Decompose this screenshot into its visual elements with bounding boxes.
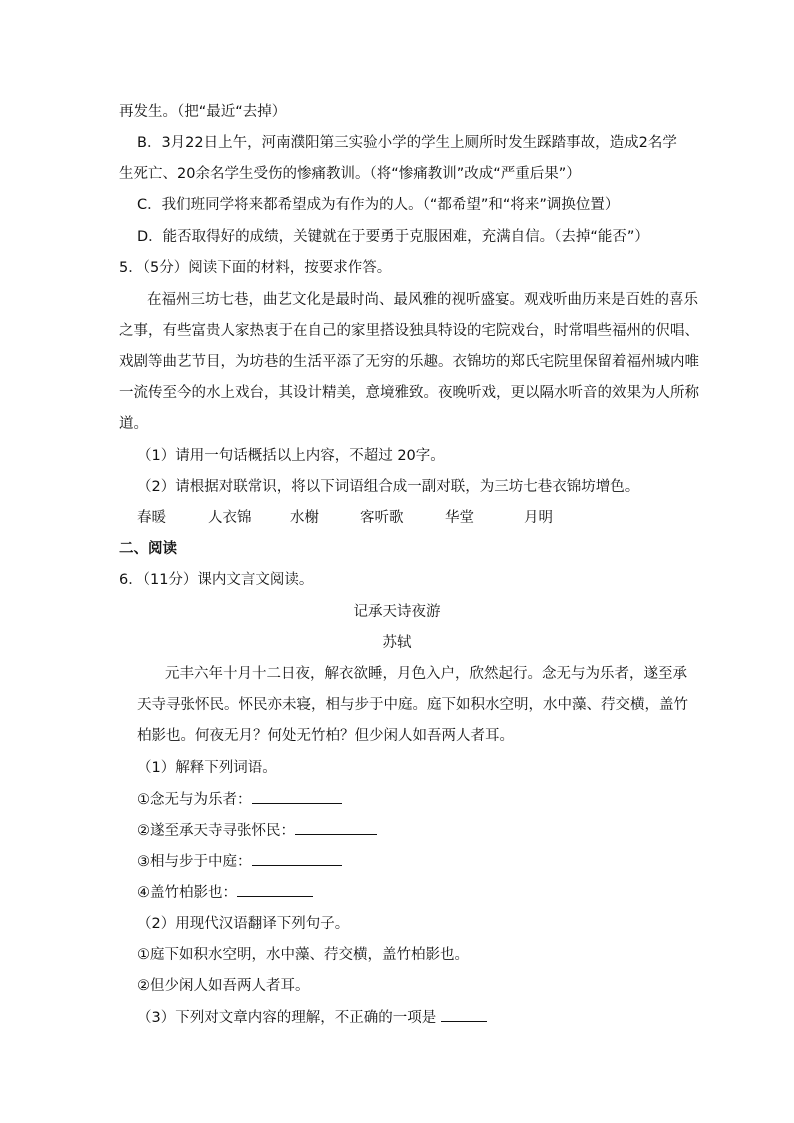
q6-item-label: ②遂至承天寺寻张怀民： (137, 823, 295, 839)
word-item: 春暖 (137, 510, 166, 526)
answer-blank[interactable] (441, 1007, 487, 1022)
q6-subquestion-2: （2）用现代汉语翻译下列句子。 (137, 916, 350, 932)
section-heading: 二、阅读 (119, 541, 177, 557)
q4-continuation: 再发生。（把“最近“去掉） (119, 104, 287, 120)
word-item: 水榭 (290, 510, 319, 526)
word-item: 月明 (524, 510, 553, 526)
answer-blank[interactable] (237, 882, 313, 897)
classical-text-line: 天寺寻张怀民。怀民亦未寝，相与步于中庭。庭下如积水空明，水中藻、荇交横，盖竹 (137, 697, 688, 713)
q6-item-label: ④盖竹柏影也： (137, 885, 237, 901)
poem-title: 记承天诗夜游 (353, 604, 441, 620)
q6-subquestion-3 (137, 1007, 697, 1028)
q6-translate-item: ②但少闲人如吾两人者耳。 (137, 978, 310, 994)
classical-text-line: 元丰六年十月十二日夜，解衣欲睡，月色入户，欣然起行。念无与为乐者，遂至承 (165, 666, 687, 682)
q5-heading: 5．（5分）阅读下面的材料，按要求作答。 (119, 260, 392, 276)
q4-option-d: D．能否取得好的成绩，关键就在于要勇于克服困难，充满自信。（去掉“能否”） (137, 229, 649, 245)
q6-subquestion-1: （1）解释下列词语。 (137, 760, 277, 776)
q4-option-c: C．我们班同学将来都希望成为有作为的人。（“都希望”和“将来”调换位置） (137, 197, 620, 213)
q5-subquestion-1: （1）请用一句话概括以上内容，不超过 20字。 (137, 448, 445, 464)
word-item: 华堂 (445, 510, 474, 526)
answer-blank[interactable] (252, 851, 342, 866)
q6-item (137, 789, 697, 810)
q5-paragraph-line: 在福州三坊七巷，曲艺文化是最时尚、最风雅的视听盛宴。观戏听曲历来是百姓的喜乐 (147, 292, 698, 308)
q6-translate-item: ①庭下如积水空明，水中藻、荇交横，盖竹柏影也。 (137, 947, 469, 963)
poem-author: 苏轼 (382, 635, 412, 651)
q6-item (137, 882, 697, 903)
answer-blank[interactable] (252, 789, 342, 804)
q6-item-label: ③相与步于中庭： (137, 854, 252, 870)
word-item: 客听歌 (360, 510, 404, 526)
q4-option-b-line1: B．3月22日上午，河南濮阳第三实验小学的学生上厕所时发生踩踏事故，造成2名学 (137, 135, 677, 151)
q6-subquestion-3-text: （3）下列对文章内容的理解，不正确的一项是 (137, 1010, 437, 1026)
q5-paragraph-line: 一流传至今的水上戏台，其设计精美，意境雅致。夜晚听戏，更以隔水听音的效果为人所称 (119, 385, 699, 401)
answer-blank[interactable] (295, 820, 377, 835)
q6-item (137, 820, 697, 841)
q6-heading: 6．（11分）课内文言文阅读。 (119, 572, 314, 588)
q5-paragraph-line: 之事，有些富贵人家热衷于在自己的家里搭设独具特设的宅院戏台，时常唱些福州的伬唱、 (119, 323, 699, 339)
q6-item (137, 851, 697, 872)
word-item: 人衣锦 (208, 510, 252, 526)
classical-text-line: 柏影也。何夜无月？何处无竹柏？但少闲人如吾两人者耳。 (137, 728, 514, 744)
q5-subquestion-2: （2）请根据对联常识，将以下词语组合成一副对联，为三坊七巷衣锦坊增色。 (137, 479, 640, 495)
q4-option-b-line2: 生死亡、20余名学生受伤的惨痛教训。（将“惨痛教训”改成“严重后果”） (119, 166, 581, 182)
q5-paragraph-line: 戏剧等曲艺节目，为坊巷的生活平添了无穷的乐趣。衣锦坊的郑氏宅院里保留着福州城内唯 (119, 354, 699, 370)
q6-item-label: ①念无与为乐者： (137, 792, 252, 808)
q5-paragraph-line: 道。 (119, 416, 148, 432)
